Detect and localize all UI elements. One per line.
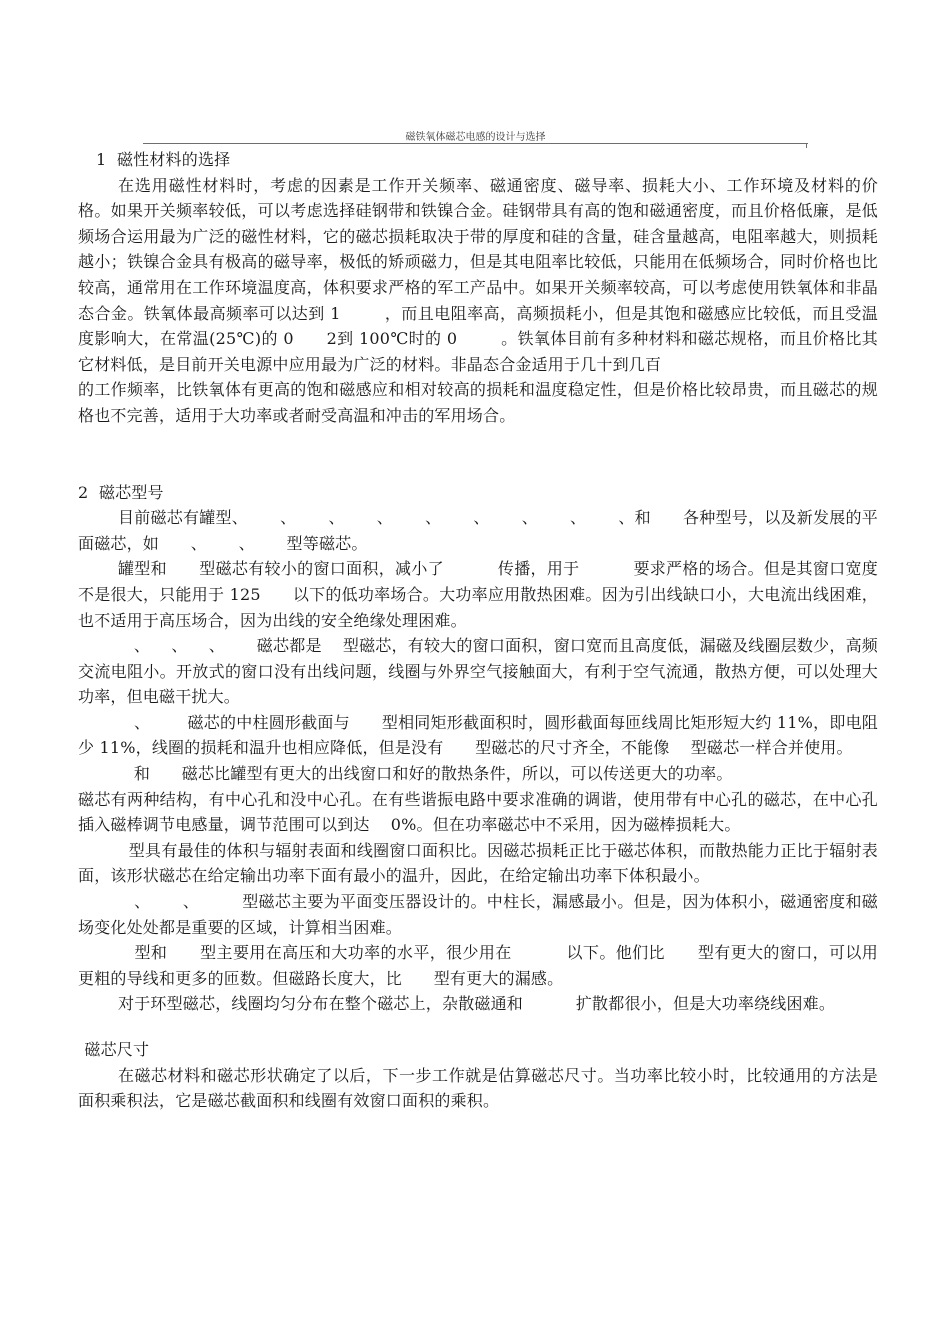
section-heading-core-types: 2 磁芯型号 bbox=[78, 482, 164, 502]
paragraph-larger-window: 和 磁芯比罐型有更大的出线窗口和好的散热条件，所以，可以传送更大的功率。 bbox=[118, 764, 733, 784]
paragraph-center-hole: 磁芯有两种结构，有中心孔和没中心孔。在有些谐振电路中要求准确的调谐，使用带有中心孔的磁芯，在中心孔插入磁棒调节电感量，调节范围可以到达 0%。但在功率磁芯中不采用，因为磁棒损耗大。 bbox=[78, 789, 878, 835]
document-body bbox=[78, 147, 878, 1114]
section-spacer bbox=[78, 1017, 878, 1037]
paragraph-area-product: 在磁芯材料和磁芯形状确定了以后，下一步工作就是估算磁芯尺寸。当功率比较小时，比较通用的方法是面积乘积法，它是磁芯截面积和线圈有效窗口面积的乘积。 bbox=[78, 1065, 878, 1111]
section-heading-magnetic-materials: 1 磁性材料的选择 bbox=[96, 150, 231, 169]
running-header: 磁铁氧体磁芯电感的设计与选择 bbox=[405, 132, 546, 143]
paragraph-high-voltage-cores: 型和 型主要用在高压和大功率的水平，很少用在 以下。他们比 型有更大的窗口，可以用更粗的导线和更多的匝数。但磁路长度大，比 型有更大的漏感。 bbox=[78, 943, 878, 988]
paragraph-planar-cores: 、 、 型磁芯主要为平面变压器设计的。中柱长，漏感最小。但是，因为体积小，磁通密度和磁场变化处处都是重要的区域，计算相当困难。 bbox=[78, 892, 878, 937]
paragraph-e-cores: 、 、 、 磁芯都是 型磁芯，有较大的窗口面积，窗口宽而且高度低，漏磁及线圈层数少，高频交流电阻小。开放式的窗口没有出线问题，线圈与外界空气接触面大，有利于空气流通，散热方便，可以处理大功率，但电磁干扰大。 bbox=[78, 636, 879, 707]
paragraph-material-selection: 在选用磁性材料时，考虑的因素是工作开关频率、磁通密度、磁导率、损耗大小、工作环境及材料的价格。如果开关频率较低，可以考虑选择硅钢带和铁镍合金。硅钢带具有高的饱和磁通密度，而且价格低廉，是低频场合运用最为广泛的磁性材料，它的磁芯损耗取决于带的厚度和硅的含量，硅含量越高，电阻率越大，则损耗越小；铁镍合金具有极高的磁导率，极低的矫顽磁力，但是其电阻率比较低，只能用在低频场合，同时价格也比较高，通常用在工作环境温度高，体积要求严格的军工产品中。如果开关频率较高，可以考虑使用铁氧体和非晶态合金。铁氧体最高频率可以达到 1 ，而且电阻率高，高频损耗小，但是其饱和磁感应比较低，而且受温度影响大，在常温(25℃)的 0 2到 100℃时的 0 。铁氧体目前有多种材料和磁芯规格，而且价格比其它材料低，是目前开关电源中应用最为广泛的材料。非晶态合金适用于几十到几百 bbox=[78, 175, 878, 374]
section-spacer bbox=[78, 429, 878, 480]
paragraph-core-types-list: 目前磁芯有罐型、 、 、 、 、 、 、 、 、和 各种型号，以及新发展的平面磁芯，如 、 、 型等磁芯。 bbox=[78, 508, 878, 553]
paragraph-pot-core: 罐型和 型磁芯有较小的窗口面积，减小了 传播，用于 要求严格的场合。但是其窗口宽度不是很大，只能用于 125 以下的低功率场合。大功率应用散热困难。因为引出线缺口小，大电流出线困难，也不适用于高压场合，因为出线的安全绝缘处理困难。 bbox=[78, 559, 878, 630]
section-heading-core-size: 磁芯尺寸 bbox=[84, 1040, 150, 1059]
paragraph-best-volume-ratio: 型具有最佳的体积与辐射表面和线圈窗口面积比。因磁芯损耗正比于磁芯体积，而散热能力正比于辐射表面，该形状磁芯在给定输出功率下面有最小的温升，因此，在给定输出功率下体积最小。 bbox=[78, 840, 879, 886]
paragraph-amorphous-alloy: 的工作频率，比铁氧体有更高的饱和磁感应和相对较高的损耗和温度稳定性，但是价格比较昂贵，而且磁芯的规格也不完善，适用于大功率或者耐受高温和冲击的军用场合。 bbox=[78, 380, 878, 425]
paragraph-round-center-post: 、 磁芯的中柱圆形截面与 型相同矩形截面积时，圆形截面每匝线周比矩形短大约 11%，即电阻少 11%，线圈的损耗和温升也相应降低，但是没有 型磁芯的尺寸齐全，不能像 型磁芯一样合并使用。 bbox=[78, 712, 879, 758]
header-rule bbox=[143, 143, 808, 144]
paragraph-toroid: 对于环型磁芯，线圈均匀分布在整个磁芯上，杂散磁通和 扩散都很小，但是大功率绕线困难。 bbox=[118, 994, 836, 1014]
